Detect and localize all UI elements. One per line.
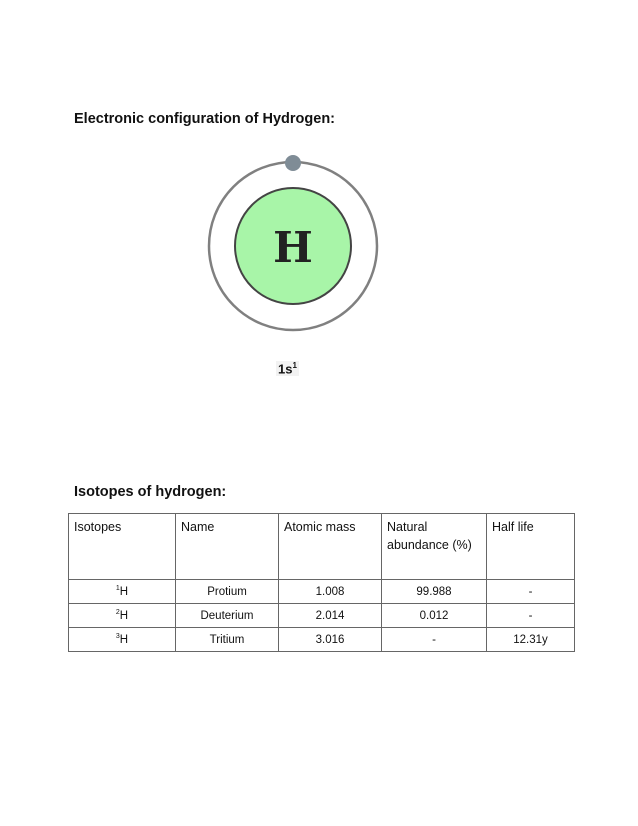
isotope-symbol: $^3$H [69, 628, 176, 652]
isotope-abundance: 0.012 [382, 604, 487, 628]
isotope-symbol: $^2$H [69, 604, 176, 628]
isotope-abundance: - [382, 628, 487, 652]
electron-configuration: $1s^1$ [278, 361, 297, 377]
isotope-atomic-mass: 3.016 [279, 628, 382, 652]
header-half-life: Half life [487, 514, 575, 580]
table-row [69, 580, 575, 604]
atom-diagram [200, 150, 390, 350]
header-name: Name [176, 514, 279, 580]
header-isotopes: Isotopes [69, 514, 176, 580]
isotope-symbol: $^1$H [69, 580, 176, 604]
config-heading: Electronic configuration of Hydrogen: [74, 111, 336, 127]
isotope-atomic-mass: 2.014 [279, 604, 382, 628]
isotope-half-life: 12.31y [487, 628, 575, 652]
element-symbol: H [273, 223, 313, 272]
table-row [69, 604, 575, 628]
isotope-atomic-mass: 1.008 [279, 580, 382, 604]
isotope-name: Deuterium [176, 604, 279, 628]
isotopes-table [68, 513, 575, 652]
isotope-half-life: - [487, 604, 575, 628]
table-header-row [69, 514, 575, 580]
isotope-name: Tritium [176, 628, 279, 652]
electron [285, 155, 301, 171]
isotope-name: Protium [176, 580, 279, 604]
isotope-abundance: 99.988 [382, 580, 487, 604]
header-natural-abundance: Natural abundance (%) [382, 514, 487, 580]
isotopes-heading: Isotopes of hydrogen: [74, 484, 227, 500]
table-row [69, 628, 575, 652]
header-atomic-mass: Atomic mass [279, 514, 382, 580]
isotope-half-life: - [487, 580, 575, 604]
